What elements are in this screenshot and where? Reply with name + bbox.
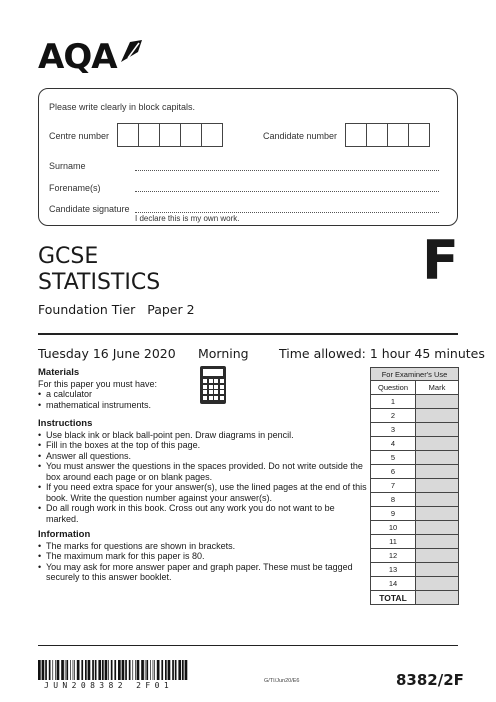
mark-cell[interactable] <box>416 465 459 479</box>
question-number: 5 <box>371 451 416 465</box>
barcode-bar <box>161 660 163 680</box>
centre-digit-box[interactable] <box>159 123 181 147</box>
question-column-header: Question <box>371 381 416 395</box>
barcode-bar <box>150 660 151 680</box>
information-heading: Information <box>38 529 91 540</box>
materials-item: • a calculator <box>38 389 368 400</box>
barcode-bar <box>77 660 80 680</box>
forenames-label: Forename(s) <box>49 183 101 193</box>
candidate-digit-box[interactable] <box>345 123 367 147</box>
mark-cell[interactable] <box>416 521 459 535</box>
barcode-bar <box>168 660 171 680</box>
qualification-title: GCSE <box>38 244 99 269</box>
materials-intro: For this paper you must have: <box>38 378 158 389</box>
barcode-bar <box>55 660 56 680</box>
examiner-table-row <box>371 577 459 591</box>
examiner-table-row <box>371 521 459 535</box>
barcode-bar <box>70 660 71 680</box>
question-number: 4 <box>371 437 416 451</box>
subject-title: STATISTICS <box>38 270 161 295</box>
barcode-bar <box>85 660 87 680</box>
mark-cell[interactable] <box>416 409 459 423</box>
question-number: 3 <box>371 423 416 437</box>
question-number: 7 <box>371 479 416 493</box>
information-item: • The maximum mark for this paper is 80. <box>38 551 368 562</box>
barcode-bar <box>153 660 154 680</box>
examiner-use-table <box>370 367 459 605</box>
title-divider <box>38 333 458 335</box>
candidate-digit-box[interactable] <box>387 123 409 147</box>
instruction-item: • Answer all questions. <box>38 451 368 462</box>
block-capitals-instruction: Please write clearly in block capitals. <box>49 102 196 112</box>
barcode-bar <box>102 660 104 680</box>
barcode-bar <box>175 660 177 680</box>
surname-field[interactable] <box>135 170 439 171</box>
barcode-bar <box>88 660 91 680</box>
mark-cell[interactable] <box>416 479 459 493</box>
examiner-table-row <box>371 549 459 563</box>
barcode-bar <box>132 660 133 680</box>
barcode-bar <box>145 660 146 680</box>
instructions-section <box>38 419 368 524</box>
barcode-bar <box>154 660 155 680</box>
barcode-bar <box>49 660 51 680</box>
examiner-table-row <box>371 563 459 577</box>
barcode-bar <box>135 660 136 680</box>
question-number: 6 <box>371 465 416 479</box>
examiner-table-row <box>371 395 459 409</box>
time-allowed: Time allowed: 1 hour 45 minutes <box>279 346 485 361</box>
mark-cell[interactable] <box>416 451 459 465</box>
instruction-item: • Do all rough work in this book. Cross out any work you do not want to be marked. <box>38 503 368 524</box>
instructions-heading: Instructions <box>38 418 93 429</box>
candidate-number-field[interactable] <box>346 123 430 147</box>
barcode-bar <box>45 660 47 680</box>
aqa-logo: AQA <box>38 37 117 77</box>
barcode-bar <box>105 660 108 680</box>
tier-paper-label: Foundation Tier Paper 2 <box>38 302 195 317</box>
barcode-bar <box>42 660 45 680</box>
barcode-bar <box>57 660 60 680</box>
mark-cell[interactable] <box>416 423 459 437</box>
examiner-table-row <box>371 423 459 437</box>
mark-cell[interactable] <box>416 493 459 507</box>
barcode-bar <box>74 660 75 680</box>
surname-label: Surname <box>49 161 86 171</box>
examiner-table-row <box>371 465 459 479</box>
barcode-bar <box>157 660 160 680</box>
signature-label: Candidate signature <box>49 204 130 214</box>
barcode-bar <box>73 660 74 680</box>
question-number: 9 <box>371 507 416 521</box>
exam-date: Tuesday 16 June 2020 <box>38 346 176 361</box>
barcode-bar <box>165 660 167 680</box>
examiner-table-row <box>371 437 459 451</box>
barcode-bar <box>178 660 181 680</box>
centre-number-field[interactable] <box>118 123 223 147</box>
centre-number-label: Centre number <box>49 131 110 141</box>
barcode-bar <box>137 660 140 680</box>
aqa-leaf-icon <box>118 38 144 64</box>
question-number: 11 <box>371 535 416 549</box>
information-item: • The marks for questions are shown in brackets. <box>38 541 368 552</box>
barcode-bar <box>66 660 68 680</box>
barcode <box>38 660 188 680</box>
calculator-icon <box>200 366 226 404</box>
candidate-digit-box[interactable] <box>366 123 388 147</box>
barcode-bar <box>108 660 109 680</box>
barcode-bar <box>182 660 184 680</box>
question-number: 12 <box>371 549 416 563</box>
total-label: TOTAL <box>371 591 416 605</box>
barcode-bar <box>185 660 188 680</box>
barcode-bar <box>114 660 116 680</box>
barcode-bar <box>118 660 121 680</box>
barcode-bar <box>52 660 53 680</box>
barcode-bar <box>146 660 148 680</box>
declaration-text: I declare this is my own work. <box>135 214 240 223</box>
barcode-bar <box>38 660 41 680</box>
barcode-bar <box>95 660 97 680</box>
centre-digit-box[interactable] <box>117 123 139 147</box>
signature-field[interactable] <box>135 212 439 213</box>
information-item: • You may ask for more answer paper and graph paper. These must be tagged securely to this answer booklet. <box>38 562 368 583</box>
barcode-bar <box>92 660 94 680</box>
mark-cell[interactable] <box>416 535 459 549</box>
candidate-digit-box[interactable] <box>408 123 430 147</box>
mark-cell[interactable] <box>416 549 459 563</box>
forenames-field[interactable] <box>135 191 439 192</box>
materials-heading: Materials <box>38 367 80 378</box>
examiner-table-row <box>371 479 459 493</box>
examiner-table-row <box>371 409 459 423</box>
examiner-table-row <box>371 507 459 521</box>
mark-cell[interactable] <box>416 563 459 577</box>
barcode-bar <box>61 660 64 680</box>
barcode-bar <box>111 660 113 680</box>
barcode-bar <box>122 660 125 680</box>
centre-digit-box[interactable] <box>201 123 223 147</box>
mark-cell[interactable] <box>416 507 459 521</box>
barcode-bar <box>98 660 101 680</box>
paper-code: 8382/2F <box>396 671 464 689</box>
examiner-table-row <box>371 451 459 465</box>
total-mark-cell[interactable] <box>416 591 459 605</box>
barcode-text: JUN208382 2F01 <box>44 681 174 690</box>
instruction-item: • Fill in the boxes at the top of this page. <box>38 440 368 451</box>
barcode-bar <box>65 660 66 680</box>
instruction-item: • Use black ink or black ball-point pen. Draw diagrams in pencil. <box>38 430 368 441</box>
tier-letter: F <box>422 229 459 292</box>
question-number: 14 <box>371 577 416 591</box>
question-number: 10 <box>371 521 416 535</box>
examiner-table-row <box>371 493 459 507</box>
instruction-item: • If you need extra space for your answer(s), use the lined pages at the end of this book. Write the question number against your answer(s). <box>38 482 368 503</box>
centre-digit-box[interactable] <box>180 123 202 147</box>
barcode-bar <box>125 660 127 680</box>
information-section <box>38 530 368 583</box>
examiner-table-title: For Examiner's Use <box>371 368 459 381</box>
reference-code: G/TI/Jun20/E6 <box>264 678 300 684</box>
candidate-details-box <box>38 88 458 226</box>
question-number: 13 <box>371 563 416 577</box>
candidate-number-label: Candidate number <box>263 131 338 141</box>
question-number: 1 <box>371 395 416 409</box>
mark-column-header: Mark <box>416 381 459 395</box>
materials-item: • mathematical instruments. <box>38 400 368 411</box>
footer-divider <box>38 645 458 646</box>
question-number: 8 <box>371 493 416 507</box>
examiner-table-row <box>371 535 459 549</box>
mark-cell[interactable] <box>416 577 459 591</box>
barcode-bar <box>172 660 174 680</box>
centre-digit-box[interactable] <box>138 123 160 147</box>
barcode-bar <box>129 660 131 680</box>
instruction-item: • You must answer the questions in the spaces provided. Do not write outside the box around each page or on blank pages. <box>38 461 368 482</box>
barcode-bar <box>81 660 83 680</box>
question-number: 2 <box>371 409 416 423</box>
mark-cell[interactable] <box>416 395 459 409</box>
barcode-bar <box>141 660 144 680</box>
mark-cell[interactable] <box>416 437 459 451</box>
exam-session: Morning <box>198 346 249 361</box>
